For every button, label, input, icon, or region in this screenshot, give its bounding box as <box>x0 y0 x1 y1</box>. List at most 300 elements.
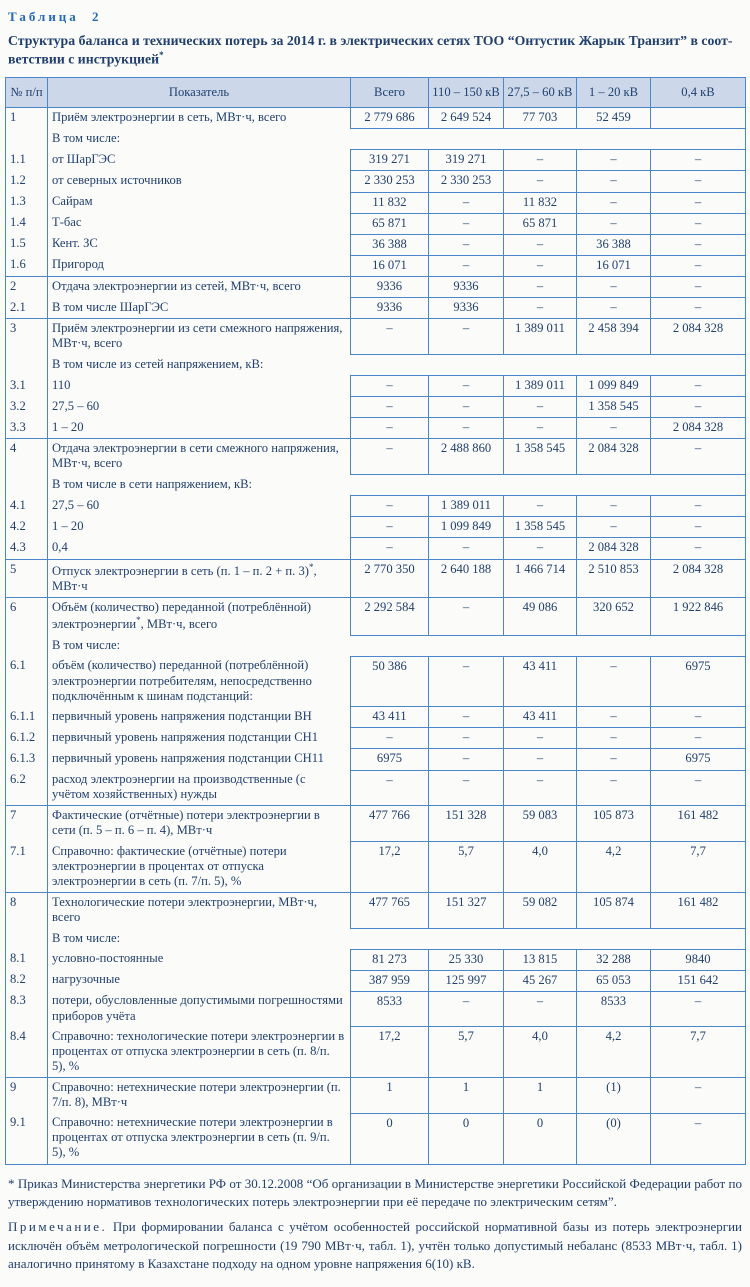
value-cell: 2 084 328 <box>577 439 651 475</box>
value-cell: 2 770 350 <box>351 559 429 597</box>
row-number-cell: 5 <box>6 559 48 597</box>
table-row <box>6 538 746 559</box>
table-row <box>6 806 746 842</box>
table-row <box>6 597 746 635</box>
table-row <box>6 150 746 171</box>
value-cell: 9336 <box>429 276 504 297</box>
row-number-cell: 7.1 <box>6 842 48 893</box>
value-cell: 17,2 <box>351 1027 429 1078</box>
row-number-cell: 6.1 <box>6 656 48 706</box>
row-number-cell: 3 <box>6 319 48 355</box>
table-row <box>6 728 746 749</box>
value-cell: 16 071 <box>577 255 651 276</box>
value-cell: 1 389 011 <box>504 319 577 355</box>
row-number-cell <box>6 475 48 496</box>
table-row <box>6 255 746 276</box>
column-header-num: № п/п <box>6 78 48 108</box>
value-cell: 151 328 <box>429 806 504 842</box>
row-number-cell: 6 <box>6 597 48 635</box>
value-cell: – <box>429 319 504 355</box>
value-cell: 36 388 <box>577 234 651 255</box>
value-cell: 4,2 <box>577 1027 651 1078</box>
table-row <box>6 656 746 706</box>
value-cell: 16 071 <box>351 255 429 276</box>
table-row <box>6 439 746 475</box>
row-number-cell: 3.2 <box>6 397 48 418</box>
value-cell: 1 389 011 <box>504 376 577 397</box>
value-cell: 2 084 328 <box>651 418 746 439</box>
value-cell: – <box>651 276 746 297</box>
footnote-note <box>8 1218 742 1273</box>
value-cell: – <box>651 496 746 517</box>
value-cell: – <box>504 150 577 171</box>
value-cell: (1) <box>577 1077 651 1113</box>
row-number-cell: 2.1 <box>6 298 48 319</box>
value-cell: – <box>651 728 746 749</box>
table-row <box>6 635 746 656</box>
value-cell: – <box>577 770 651 806</box>
value-cell: – <box>351 418 429 439</box>
table-row <box>6 418 746 439</box>
indicator-span-cell: В том числе из сетей напряжением, кВ: <box>52 356 264 371</box>
footnote-mark: * <box>308 561 314 572</box>
indicator-cell: расход электроэнергии на производственные (с учётом хозяйственных) нужды <box>52 772 306 802</box>
indicator-cell: Справочно: нетехнические потери электроэнергии в процентах от отпуска электроэнергии в сеть (п. 9/п. 5), % <box>52 1115 333 1160</box>
row-number-cell: 6.1.2 <box>6 728 48 749</box>
value-cell: – <box>651 517 746 538</box>
title-footnote-mark: * <box>159 50 164 61</box>
value-cell: – <box>351 770 429 806</box>
value-cell: – <box>429 728 504 749</box>
column-header-110-150: 110 – 150 кВ <box>429 78 504 108</box>
value-cell: – <box>651 298 746 319</box>
table-row <box>6 319 746 355</box>
row-number-cell: 1.3 <box>6 192 48 213</box>
indicator-cell: от северных источников <box>52 172 182 187</box>
value-cell: – <box>651 171 746 192</box>
value-cell: 2 510 853 <box>577 559 651 597</box>
value-cell: 151 642 <box>651 970 746 991</box>
row-number-cell <box>6 635 48 656</box>
indicator-span-cell: В том числе: <box>52 930 121 945</box>
value-cell: – <box>577 192 651 213</box>
value-cell: – <box>504 255 577 276</box>
value-cell: 45 267 <box>504 970 577 991</box>
value-cell: – <box>504 234 577 255</box>
value-cell: 4,0 <box>504 842 577 893</box>
value-cell: 105 873 <box>577 806 651 842</box>
value-cell: 1 466 714 <box>504 559 577 597</box>
row-number-cell: 1 <box>6 108 48 129</box>
value-cell: 9336 <box>429 298 504 319</box>
value-cell: – <box>429 749 504 770</box>
table-row <box>6 108 746 129</box>
page-title <box>8 32 745 69</box>
value-cell: – <box>351 538 429 559</box>
value-cell: 5,7 <box>429 842 504 893</box>
value-cell: 387 959 <box>351 970 429 991</box>
table-row <box>6 559 746 597</box>
value-cell: – <box>429 597 504 635</box>
value-cell: – <box>429 538 504 559</box>
indicator-cell: первичный уровень напряжения подстанции СН1 <box>52 729 319 744</box>
value-cell: 2 779 686 <box>351 108 429 129</box>
table-row <box>6 376 746 397</box>
row-number-cell: 4 <box>6 439 48 475</box>
value-cell: 32 288 <box>577 949 651 970</box>
row-number-cell: 7 <box>6 806 48 842</box>
value-cell: – <box>504 728 577 749</box>
value-cell: – <box>577 298 651 319</box>
table-row <box>6 192 746 213</box>
value-cell: 2 330 253 <box>351 171 429 192</box>
value-cell: 65 871 <box>504 213 577 234</box>
value-cell: 17,2 <box>351 842 429 893</box>
value-cell: 65 871 <box>351 213 429 234</box>
indicator-cell: Т-бас <box>52 215 82 230</box>
value-cell: 1 922 846 <box>651 597 746 635</box>
value-cell: 1 389 011 <box>429 496 504 517</box>
value-cell: – <box>577 749 651 770</box>
value-cell: 477 766 <box>351 806 429 842</box>
value-cell: 59 083 <box>504 806 577 842</box>
indicator-cell: Приём электроэнергии из сети смежного напряжения, МВт·ч, всего <box>48 319 351 355</box>
value-cell: – <box>577 496 651 517</box>
footnote-source <box>8 1175 742 1212</box>
value-cell: – <box>429 376 504 397</box>
title-line-1: Структура баланса и технических потерь за 2014 г. в электрических сетях ТОО “Онтустик Жарык Транзит” в соот- <box>8 33 733 48</box>
table-row <box>6 234 746 255</box>
value-cell: – <box>651 213 746 234</box>
value-cell: – <box>651 234 746 255</box>
value-cell: 0 <box>504 1113 577 1164</box>
footnotes <box>8 1175 742 1274</box>
value-cell: – <box>577 418 651 439</box>
value-cell: – <box>429 707 504 728</box>
row-number-cell: 9 <box>6 1077 48 1113</box>
value-cell: 319 271 <box>351 150 429 171</box>
value-cell: – <box>504 418 577 439</box>
indicator-cell: Справочно: нетехнические потери электроэнергии (п. 7/п. 8), МВт·ч <box>48 1077 351 1113</box>
column-header-0-4: 0,4 кВ <box>651 78 746 108</box>
value-cell: – <box>651 439 746 475</box>
indicator-cell: 1 – 20 <box>52 518 84 533</box>
value-cell: – <box>651 397 746 418</box>
table-row <box>6 1077 746 1113</box>
table-row <box>6 749 746 770</box>
value-cell: 319 271 <box>429 150 504 171</box>
value-cell: 1 099 849 <box>577 376 651 397</box>
table-row <box>6 213 746 234</box>
table-row <box>6 397 746 418</box>
value-cell: 65 053 <box>577 970 651 991</box>
value-cell: – <box>351 517 429 538</box>
indicator-cell: Сайрам <box>52 194 93 209</box>
balance-table <box>5 77 746 1165</box>
indicator-cell: Технологические потери электроэнергии, МВт·ч, всего <box>48 892 351 928</box>
value-cell: 9840 <box>651 949 746 970</box>
value-cell: – <box>504 397 577 418</box>
indicator-cell: Справочно: фактические (отчётные) потери электроэнергии в процентах от отпуска электроэнергии в сеть (п. 7/п. 5), % <box>52 843 287 888</box>
row-number-cell: 8.4 <box>6 1027 48 1078</box>
indicator-cell: Кент. ЗС <box>52 236 98 251</box>
value-cell: – <box>429 234 504 255</box>
value-cell: 105 874 <box>577 892 651 928</box>
value-cell: – <box>504 276 577 297</box>
value-cell: 50 386 <box>351 656 429 706</box>
value-cell: 7,7 <box>651 1027 746 1078</box>
value-cell: – <box>651 770 746 806</box>
indicator-cell: Пригород <box>52 257 104 272</box>
value-cell: 11 832 <box>351 192 429 213</box>
row-number-cell: 8 <box>6 892 48 928</box>
value-cell: – <box>577 150 651 171</box>
value-cell: 2 084 328 <box>651 319 746 355</box>
value-cell: – <box>429 192 504 213</box>
column-header-27-60: 27,5 – 60 кВ <box>504 78 577 108</box>
value-cell: – <box>504 171 577 192</box>
value-cell: 2 488 860 <box>429 439 504 475</box>
value-cell: – <box>651 707 746 728</box>
indicator-cell: 27,5 – 60 <box>52 497 100 512</box>
row-number-cell: 1.2 <box>6 171 48 192</box>
header-row <box>6 78 746 108</box>
value-cell: – <box>504 749 577 770</box>
table-row <box>6 276 746 297</box>
footnote-note-text: При формировании баланса с учётом особенностей российской нормативной базы из потерь электроэнергии исключён объём метрологической погрешности (19 790 МВт·ч, табл. 1), учтён только допустимый небаланс (8533 МВт·ч, табл. 1) аналогично принятому в Казахстане подходу на одном уровне напряжения 6(10) кВ. <box>8 1219 743 1272</box>
value-cell: – <box>351 496 429 517</box>
value-cell: – <box>577 707 651 728</box>
value-cell: 1 358 545 <box>577 397 651 418</box>
indicator-cell: Справочно: технологические потери электроэнергии в процентах от отпуска электроэнергии в сеть (п. 8/п. 5), % <box>52 1028 345 1073</box>
row-number-cell: 8.2 <box>6 970 48 991</box>
indicator-cell: 0,4 <box>52 539 68 554</box>
value-cell: – <box>577 213 651 234</box>
value-cell: 25 330 <box>429 949 504 970</box>
value-cell: – <box>577 276 651 297</box>
value-cell: 8533 <box>577 991 651 1026</box>
indicator-cell: первичный уровень напряжения подстанции СН11 <box>52 750 324 765</box>
indicator-span-cell: В том числе: <box>52 637 121 652</box>
table-row <box>6 129 746 150</box>
table-row <box>6 298 746 319</box>
value-cell: – <box>651 991 746 1026</box>
value-cell: – <box>429 255 504 276</box>
value-cell: – <box>577 171 651 192</box>
column-header-1-20: 1 – 20 кВ <box>577 78 651 108</box>
column-header-indicator: Показатель <box>48 78 351 108</box>
footnote-note-label: Примечание. <box>8 1219 108 1235</box>
value-cell: 43 411 <box>504 707 577 728</box>
value-cell: – <box>577 656 651 706</box>
indicator-span-cell: В том числе: <box>52 131 121 146</box>
value-cell: – <box>504 298 577 319</box>
row-number-cell: 3.3 <box>6 418 48 439</box>
table-row <box>6 892 746 928</box>
table-row <box>6 496 746 517</box>
row-number-cell <box>6 928 48 949</box>
value-cell: 7,7 <box>651 842 746 893</box>
table-row <box>6 970 746 991</box>
indicator-cell: нагрузочные <box>52 972 120 987</box>
row-number-cell: 6.1.3 <box>6 749 48 770</box>
value-cell: 477 765 <box>351 892 429 928</box>
row-number-cell: 2 <box>6 276 48 297</box>
row-number-cell: 9.1 <box>6 1113 48 1164</box>
indicator-cell: от ШарГЭС <box>52 151 116 166</box>
indicator-cell: Отдача электроэнергии в сети смежного напряжения, МВт·ч, всего <box>48 439 351 475</box>
indicator-cell: объём (количество) переданной (потреблённой) электроэнергии потребителям, непосредственно подключённым к шинам подстанций: <box>52 658 312 703</box>
value-cell: 1 <box>504 1077 577 1113</box>
row-number-cell: 1.5 <box>6 234 48 255</box>
indicator-cell: потери, обусловленные допустимыми погрешностями приборов учёта <box>52 993 343 1023</box>
value-cell: 9336 <box>351 276 429 297</box>
value-cell: – <box>504 770 577 806</box>
value-cell: 77 703 <box>504 108 577 129</box>
row-number-cell: 4.1 <box>6 496 48 517</box>
value-cell: 13 815 <box>504 949 577 970</box>
footnote-source-mark: * <box>8 1175 15 1191</box>
value-cell: (0) <box>577 1113 651 1164</box>
value-cell: – <box>351 376 429 397</box>
indicator-cell: Приём электроэнергии в сеть, МВт·ч, всего <box>48 108 351 129</box>
row-number-cell: 1.4 <box>6 213 48 234</box>
value-cell: – <box>429 397 504 418</box>
value-cell: 8533 <box>351 991 429 1026</box>
table-row <box>6 171 746 192</box>
value-cell: – <box>351 397 429 418</box>
value-cell: – <box>429 770 504 806</box>
value-cell: 43 411 <box>504 656 577 706</box>
indicator-span-cell: В том числе в сети напряжением, кВ: <box>52 477 253 492</box>
value-cell: 36 388 <box>351 234 429 255</box>
row-number-cell: 1.1 <box>6 150 48 171</box>
indicator-cell: 27,5 – 60 <box>52 398 100 413</box>
value-cell: 81 273 <box>351 949 429 970</box>
row-number-cell: 4.3 <box>6 538 48 559</box>
table-row <box>6 928 746 949</box>
value-cell: 1 099 849 <box>429 517 504 538</box>
row-number-cell: 1.6 <box>6 255 48 276</box>
value-cell: 6975 <box>351 749 429 770</box>
value-cell: – <box>504 538 577 559</box>
value-cell: – <box>351 728 429 749</box>
value-cell: 2 330 253 <box>429 171 504 192</box>
value-cell: – <box>577 517 651 538</box>
value-cell: 1 <box>351 1077 429 1113</box>
value-cell: 6975 <box>651 749 746 770</box>
value-cell: 11 832 <box>504 192 577 213</box>
table-caption: Таблица 2 <box>8 9 102 24</box>
value-cell: – <box>651 1077 746 1113</box>
value-cell: 0 <box>351 1113 429 1164</box>
indicator-cell: Отдача электроэнергии из сетей, МВт·ч, всего <box>48 276 351 297</box>
value-cell: 4,0 <box>504 1027 577 1078</box>
footnote-source-text: Приказ Министерства энергетики РФ от 30.12.2008 “Об организации в Министерстве энергетики Российской Федерации работ по утверждению нормативов технологических потерь электроэнергии при её передаче по электрическим сетям”. <box>8 1175 743 1209</box>
table-row <box>6 475 746 496</box>
value-cell: – <box>651 150 746 171</box>
value-cell: 161 482 <box>651 806 746 842</box>
row-number-cell: 3.1 <box>6 376 48 397</box>
value-cell: 320 652 <box>577 597 651 635</box>
indicator-cell: условно-постоянные <box>52 951 164 966</box>
value-cell: – <box>577 728 651 749</box>
table-row <box>6 770 746 806</box>
table-row <box>6 991 746 1026</box>
value-cell: 49 086 <box>504 597 577 635</box>
indicator-cell: 1 – 20 <box>52 419 84 434</box>
value-cell: – <box>651 376 746 397</box>
indicator-cell: Отпуск электроэнергии в сеть (п. 1 – п. 2 + п. 3)*, МВт·ч <box>48 559 351 597</box>
indicator-cell: Объём (количество) переданной (потреблённой) электроэнергии*, МВт·ч, всего <box>48 597 351 635</box>
value-cell: – <box>429 213 504 234</box>
table-row <box>6 354 746 375</box>
table-row <box>6 517 746 538</box>
row-number-cell: 6.1.1 <box>6 707 48 728</box>
indicator-cell: Фактические (отчётные) потери электроэнергии в сети (п. 5 – п. 6 – п. 4), МВт·ч <box>48 806 351 842</box>
column-header-total: Всего <box>351 78 429 108</box>
value-cell: 1 358 545 <box>504 439 577 475</box>
table-row <box>6 949 746 970</box>
row-number-cell: 4.2 <box>6 517 48 538</box>
table-row <box>6 707 746 728</box>
value-cell: – <box>351 439 429 475</box>
value-cell: 2 084 328 <box>577 538 651 559</box>
indicator-cell: В том числе ШарГЭС <box>52 299 169 314</box>
indicator-cell: 110 <box>52 377 71 392</box>
value-cell: 52 459 <box>577 108 651 129</box>
value-cell: 1 <box>429 1077 504 1113</box>
value-cell: – <box>651 192 746 213</box>
value-cell: – <box>651 1113 746 1164</box>
table-row <box>6 1113 746 1164</box>
table-row <box>6 842 746 893</box>
value-cell: 161 482 <box>651 892 746 928</box>
value-cell: – <box>429 991 504 1026</box>
value-cell: – <box>651 538 746 559</box>
row-number-cell: 8.1 <box>6 949 48 970</box>
value-cell: 4,2 <box>577 842 651 893</box>
value-cell <box>651 108 746 129</box>
value-cell: 5,7 <box>429 1027 504 1078</box>
value-cell: – <box>504 991 577 1026</box>
value-cell: 0 <box>429 1113 504 1164</box>
row-number-cell: 6.2 <box>6 770 48 806</box>
table-row <box>6 1027 746 1078</box>
value-cell: – <box>651 255 746 276</box>
table-body <box>6 108 746 1164</box>
value-cell: 2 292 584 <box>351 597 429 635</box>
value-cell: 9336 <box>351 298 429 319</box>
title-line-2: ветствии с инструкцией <box>8 51 160 67</box>
value-cell: – <box>429 656 504 706</box>
row-number-cell <box>6 129 48 150</box>
value-cell: – <box>429 418 504 439</box>
value-cell: 2 640 188 <box>429 559 504 597</box>
value-cell: 151 327 <box>429 892 504 928</box>
value-cell: 59 082 <box>504 892 577 928</box>
footnote-mark: * <box>136 615 141 626</box>
value-cell: 2 458 394 <box>577 319 651 355</box>
value-cell: 1 358 545 <box>504 517 577 538</box>
value-cell: 6975 <box>651 656 746 706</box>
row-number-cell: 8.3 <box>6 991 48 1026</box>
value-cell: – <box>504 496 577 517</box>
value-cell: 125 997 <box>429 970 504 991</box>
row-number-cell <box>6 354 48 375</box>
value-cell: 43 411 <box>351 707 429 728</box>
value-cell: – <box>351 319 429 355</box>
